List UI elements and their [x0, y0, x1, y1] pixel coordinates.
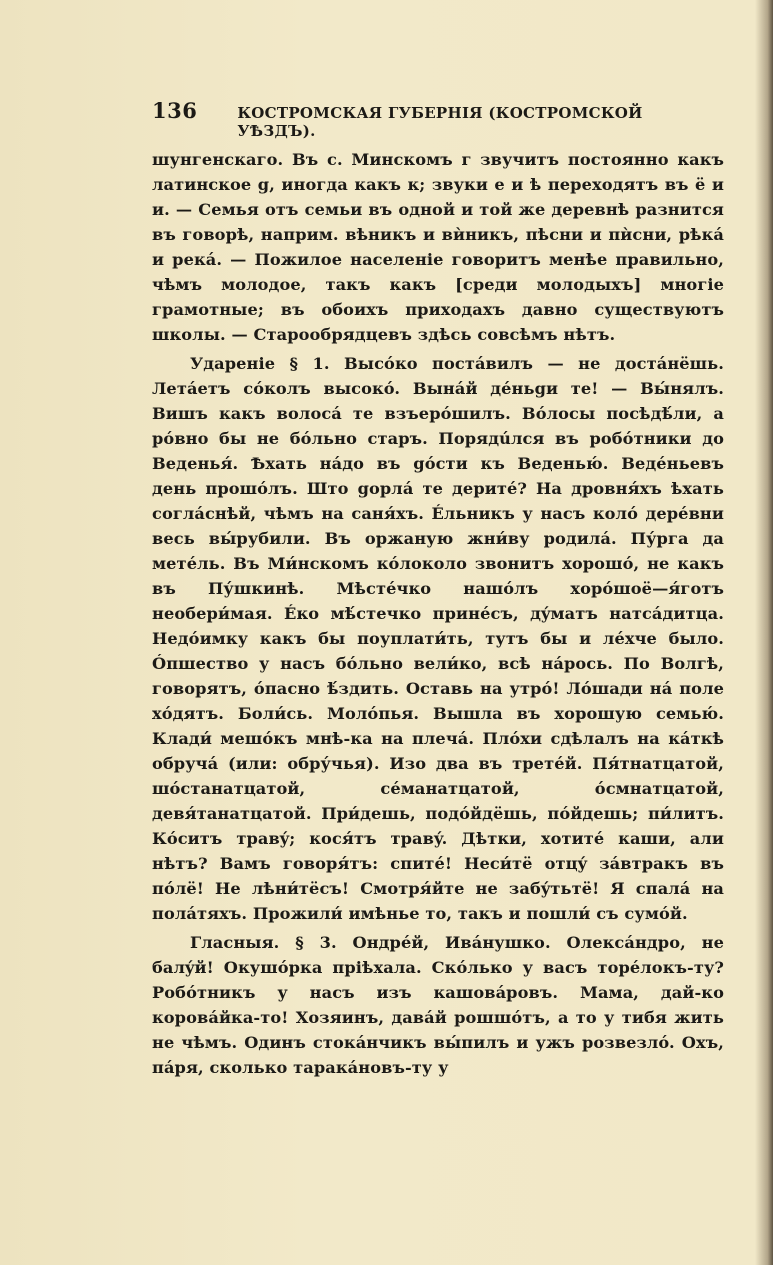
paragraph: шунгенскаго. Въ с. Минскомъ г звучитъ постоянно какъ латинское g, иногда какъ к; звуки е и ѣ переходятъ въ ё и и. — Семья отъ семьи въ одной и той же деревнѣ разнится въ говорѣ, наприм. вѣникъ и вѝникъ, пѣсни и пѝсни, рѣкá и река́. — Пожилое населеніе говоритъ менѣе правильно, чѣмъ молодое, такъ какъ [среди молодыхъ] многіе грамотные; въ обоихъ приходахъ давно существуютъ школы. — Старообрядцевъ здѣсь совсѣмъ нѣтъ. — [152, 150, 724, 344]
page-number: 136 — [152, 98, 198, 123]
page-header — [152, 98, 722, 140]
paragraph: Гласныя. § 3. Ондрéй, Ивáнушко. Олексáндро, не балýй! Окушóрка пріѣхала. Скóлько у васъ торéлокъ-ту? Робóтникъ у насъ изъ кашовáровъ. Мама, дай-ко коровáйка-то! Хозяинъ, давáй рошшóтъ, а то у тибя жить не чѣмъ. Одинъ стокáнчикъ вы́пилъ и ужъ розвезлó. Охъ, пáря, сколько таракáновъ-ту у — [152, 933, 724, 1077]
page-edge-shadow — [755, 0, 773, 1265]
paragraph: Удареніе § 1. Высóко постáвилъ — не достáнёшь. Летáетъ сóколъ высокó. Вынáй дéньgи те! — Вы́нялъ. Вишъ какъ волосá те взъерóшилъ. Вóлосы посѣдѣ́ли, а рóвно бы не бóльно старъ. Порядúлся въ робóтники до Веденья́. Ѣхать нáдо въ góсти къ Веденью́. Ведéньевъ день прошóлъ. Што gорлá те деритé? На дровня́хъ ѣхать соглáснѣй, чѣмъ на саня́хъ. Éльникъ у насъ колó дерéвни весь вы́рубили. Въ оржаную жни́ву родилá. Пу́рга да метéль. Въ Ми́нскомъ кóлоколо звонитъ хорошó, не какъ въ Пу́шкинѣ. Мѣстéчко нашóлъ хорóшоё—я́готъ необери́мая. Éко мѣ́стечко принéсъ, дýматъ натсáдитца. Недóимку какъ бы поуплати́ть, тутъ бы и лéхче было. Óпшество у насъ бóльно вели́ко, всѣ нáрось. По Волгѣ, говорятъ, óпасно ѣ́здить. Оставь на утрó! Лóшади нá поле хóдятъ. Боли́сь. Молóпья. Вышла въ хорошую семью́. Клади́ мешóкъ мнѣ-ка на плечá. Плóхи сдѣлалъ на кáткѣ обручá (или: обру́чья). Изо два въ третéй. Пя́тнатцатой, шóстанатцатой, сéманатцатой, óсмнатцатой, девя́танатцатой. При́дешь, подóйдёшь, пóйдешь; пи́литъ. Кóситъ травý; кося́тъ травý. Дѣтки, хотитé каши, али нѣтъ? Вамъ говоря́тъ: спитé! Неси́тё отцý зáвтракъ въ пóлё! Не лѣни́тёсъ! Смотря́йте не забýтьтё! Я спалá на полáтяхъ. Прожили́ имѣнье то, такъ и пошли́ съ сумóй. — [152, 354, 724, 923]
page-body — [152, 147, 724, 1080]
running-head: КОСТРОМСКАЯ ГУБЕРНІЯ (КОСТРОМСКОЙ УѢЗДЪ). — [237, 104, 643, 140]
